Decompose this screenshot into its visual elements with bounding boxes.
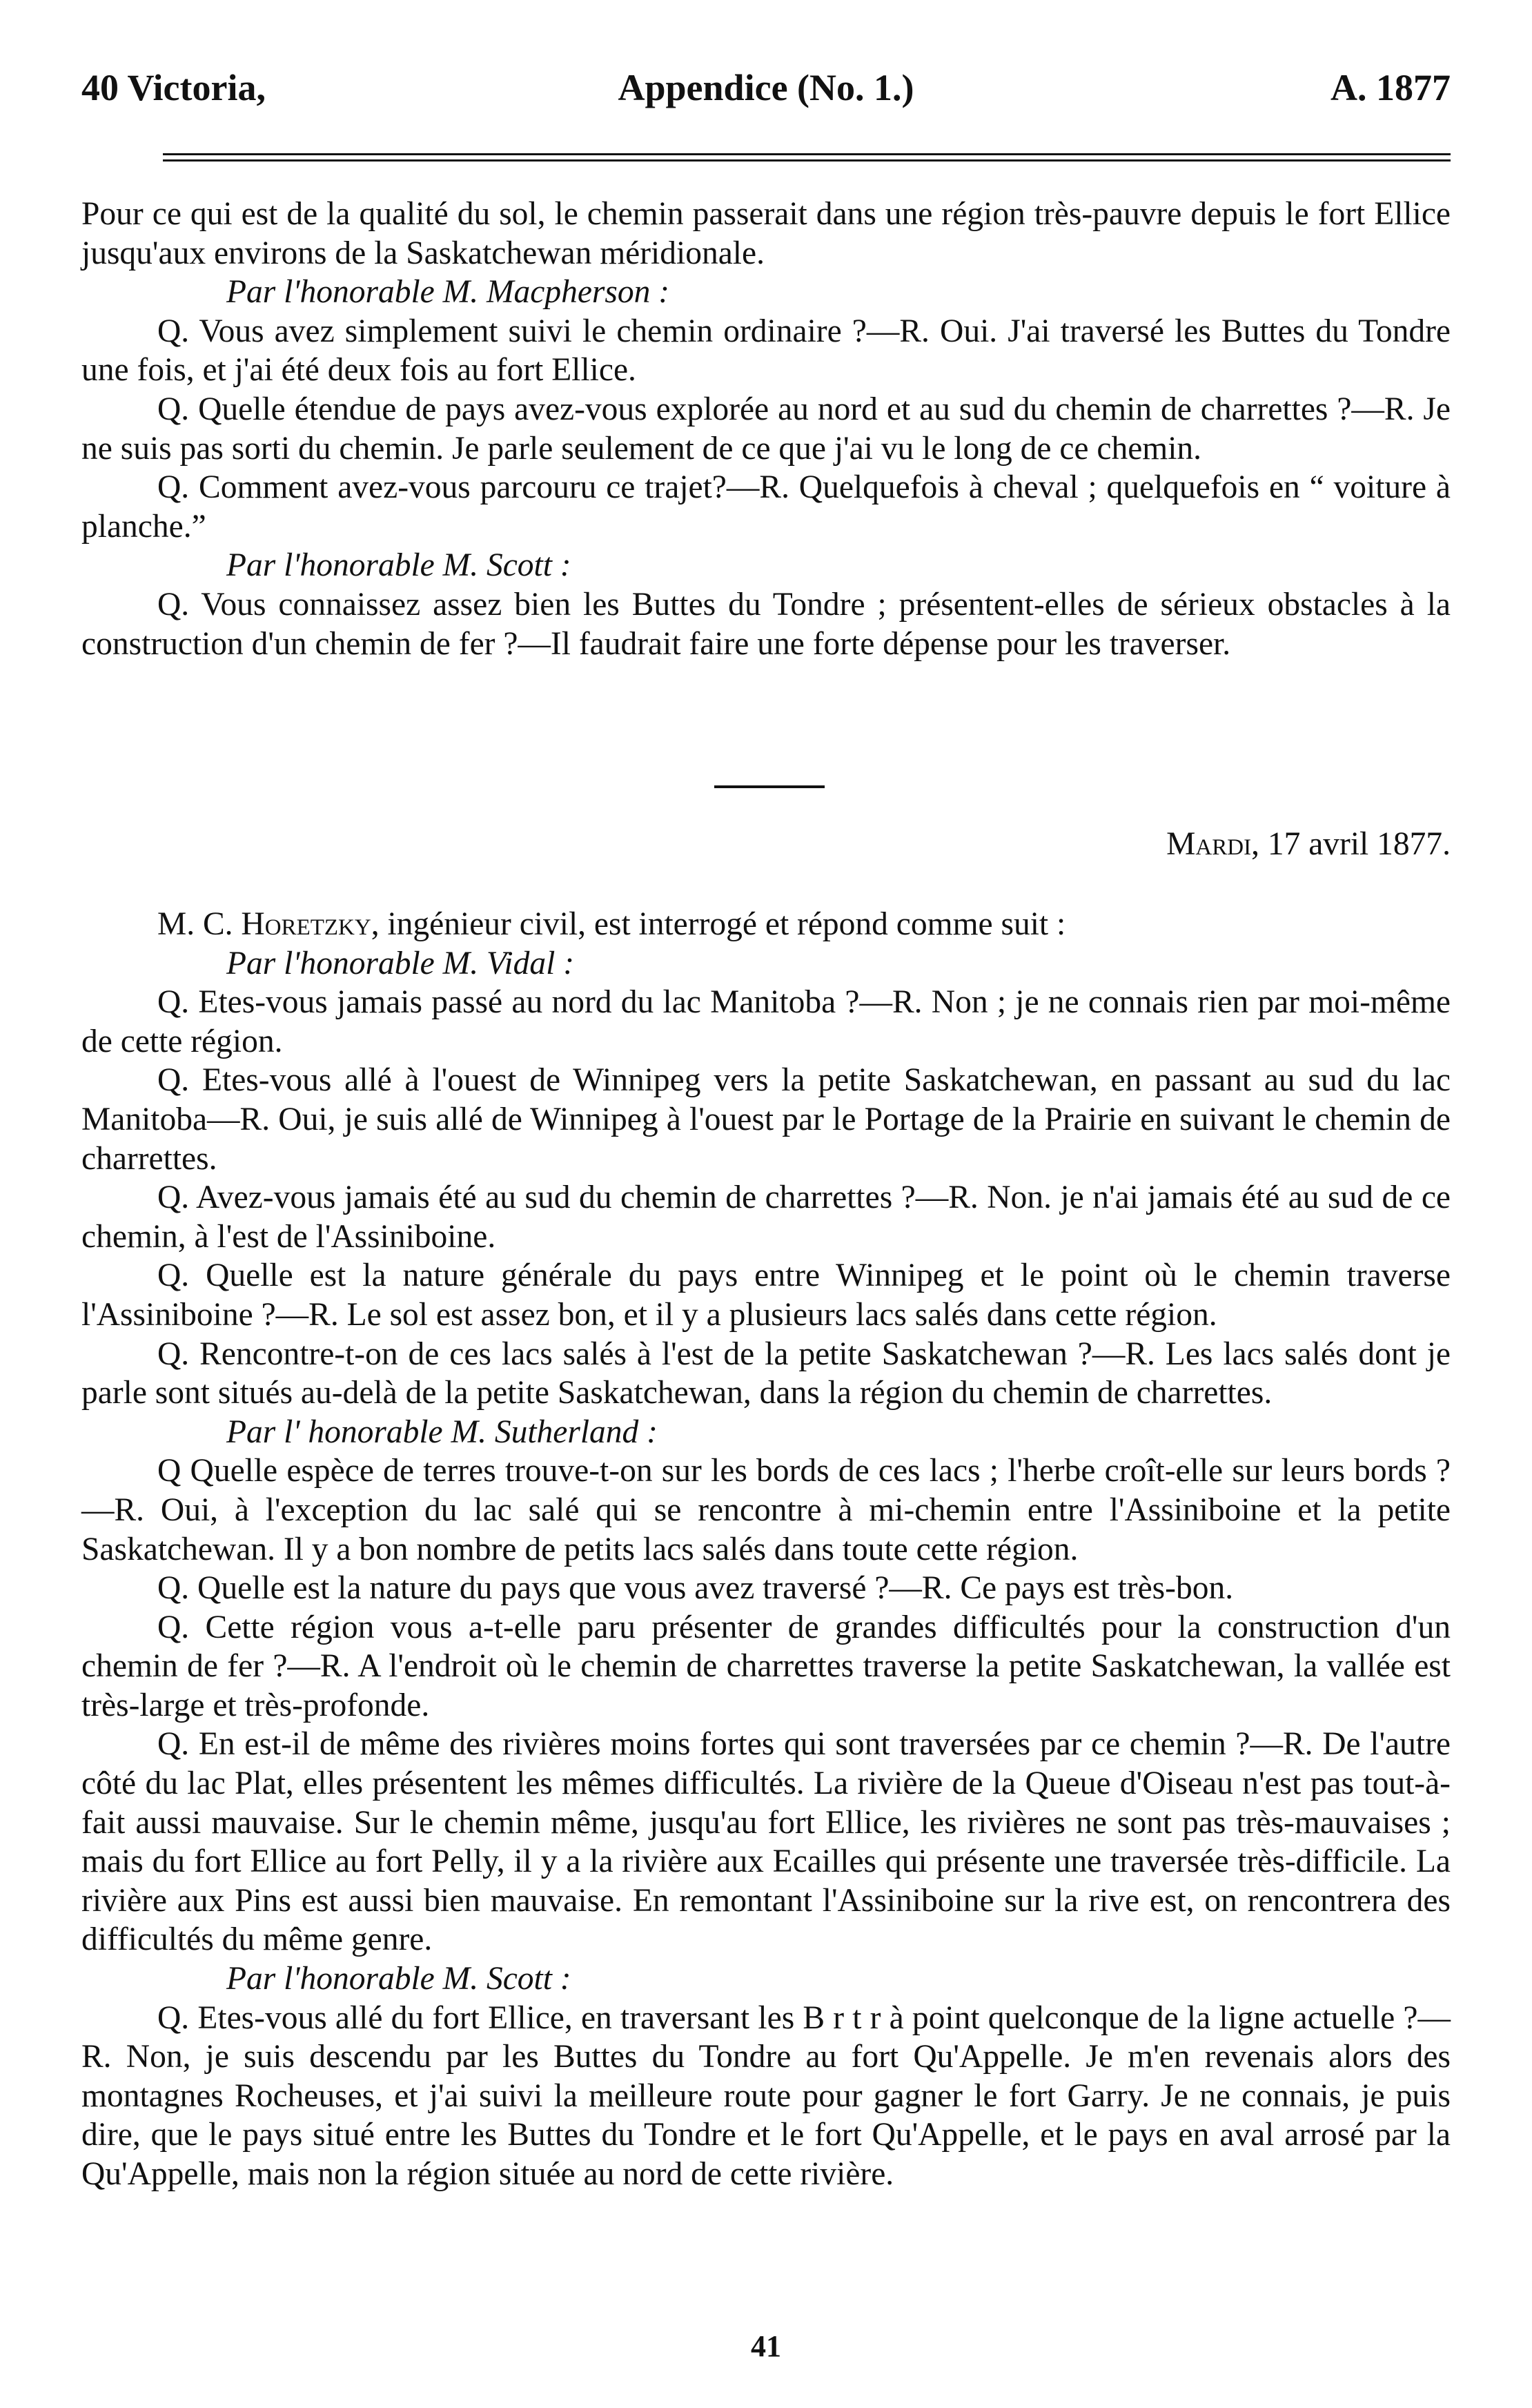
question-answer: Q. Etes-vous allé à l'ouest de Winnipeg vers la petite Saskatchewan, en passant au sud du lac Manitoba—R. Oui, je suis allé de Winnipeg à l'ouest par le Portage de la Prairie en suivant le chemin de charrettes. [81,1062,1451,1177]
question-answer: Q. Quelle est la nature générale du pays entre Winnipeg et le point où le chemin traverse l'Assiniboine ?—R. Le sol est assez bon, et il y a plusieurs lacs salés dans cette région. [81,1257,1451,1333]
header-year: A. 1877 [1330,67,1451,108]
question-answer: Q. Rencontre-t-on de ces lacs salés à l'est de la petite Saskatchewan ?—R. Les lacs salés dont je parle sont situés au-delà de la petite Saskatchewan, dans la région du chemin de charrettes. [81,1335,1451,1411]
question-answer: Q Quelle espèce de terres trouve-t-on sur les bords de ces lacs ; l'herbe croît-elle sur leurs bords ?—R. Oui, à l'exception du lac salé qui se rencontre à mi-chemin entre l'Assiniboine et la petite Saskatchewan. Il y a bon nombre de petits lacs salés dans toute cette région. [81,1453,1451,1567]
witness-intro [81,905,1451,944]
page-number: 41 [751,2329,781,2363]
questioner-heading: Par l'honorable M. Scott : [226,547,571,584]
date-rest: , 17 avril 1877. [1251,826,1451,862]
session-date [1166,825,1451,864]
question-answer: Q. Vous avez simplement suivi le chemin ordinaire ?—R. Oui. J'ai traversé les Buttes du Tondre une fois, et j'ai été deux fois au fort Ellice. [81,313,1451,389]
date-weekday: Mardi [1166,826,1252,862]
question-answer: Q. Etes-vous jamais passé au nord du lac Manitoba ?—R. Non ; je ne connais rien par moi-même de cette région. [81,984,1451,1059]
header-appendix: Appendice (No. 1.) [618,67,914,108]
intro-rest: , ingénieur civil, est interrogé et répond comme suit : [371,906,1066,942]
question-answer: Q. En est-il de même des rivières moins fortes qui sont traversées par ce chemin ?—R. De l'autre côté du lac Plat, elles présentent les mêmes difficultés. La rivière de la Queue d'Oiseau n'est pas tout-à-fait aussi mauvaise. Sur le chemin même, jusqu'au fort Ellice, les rivières ne sont pas très-mauvaises ; mais du fort Ellice au fort Pelly, il y a la rivière aux Ecailles qui présente une traversée très-difficile. La rivière aux Pins est aussi bien mauvaise. En remontant l'Assiniboine sur la rive est, on rencontrera des difficultés du même genre. [81,1726,1451,1958]
question-answer: Q. Etes-vous allé du fort Ellice, en traversant les B r t r à point quelconque de la ligne actuelle ?—R. Non, je suis descendu par les Buttes du Tondre au fort Qu'Appelle. Je m'en revenais alors des montagnes Rocheuses, et j'ai suivi la meilleure route pour gagner le fort Garry. Je ne connais, je puis dire, que le pays situé entre les Buttes du Tondre et le fort Qu'Appelle, et le pays en aval arrosé par la Qu'Appelle, mais non la région située au nord de cette rivière. [81,1999,1451,2192]
header-double-rule [163,153,1451,161]
question-answer: Q. Vous connaissez assez bien les Buttes du Tondre ; présentent-elles de sérieux obstacles à la construction d'un chemin de fer ?—Il faudrait faire une forte dépense pour les traverser. [81,586,1451,662]
questioner-heading: Par l'honorable M. Scott : [226,1961,571,1997]
question-answer: Q. Avez-vous jamais été au sud du chemin de charrettes ?—R. Non. je n'ai jamais été au sud de ce chemin, à l'est de l'Assiniboine. [81,1179,1451,1255]
question-answer: Q. Quelle est la nature du pays que vous avez traversé ?—R. Ce pays est très-bon. [157,1570,1234,1607]
testimony-continuation [81,195,1451,663]
questioner-heading: Par l'honorable M. Vidal : [226,945,575,981]
header-session: 40 Victoria, [81,67,266,108]
paragraph: Pour ce qui est de la qualité du sol, le chemin passerait dans une région très-pauvre depuis le fort Ellice jusqu'aux environs de la Saskatchewan méridionale. [81,196,1451,271]
testimony-horetzky [81,905,1451,2194]
questioner-heading: Par l' honorable M. Sutherland : [226,1413,658,1450]
question-answer: Q. Quelle étendue de pays avez-vous explorée au nord et au sud du chemin de charrettes ?—R. Je ne suis pas sorti du chemin. Je parle seulement de ce que j'ai vu le long de ce chemin. [81,391,1451,467]
witness-name: Horetzky [241,906,371,942]
question-answer: Q. Cette région vous a-t-elle paru présenter de grandes difficultés pour la construction d'un chemin de fer ?—R. A l'endroit où le chemin de charrettes traverse la petite Saskatchewan, la vallée est très-large et très-profonde. [81,1609,1451,1723]
section-separator [714,785,825,788]
question-answer: Q. Comment avez-vous parcouru ce trajet?—R. Quelquefois à cheval ; quelquefois en “ voiture à planche.” [81,469,1451,545]
running-header [81,66,1451,121]
questioner-heading: Par l'honorable M. Macpherson : [226,274,670,311]
intro-prefix: M. C. [157,906,242,942]
